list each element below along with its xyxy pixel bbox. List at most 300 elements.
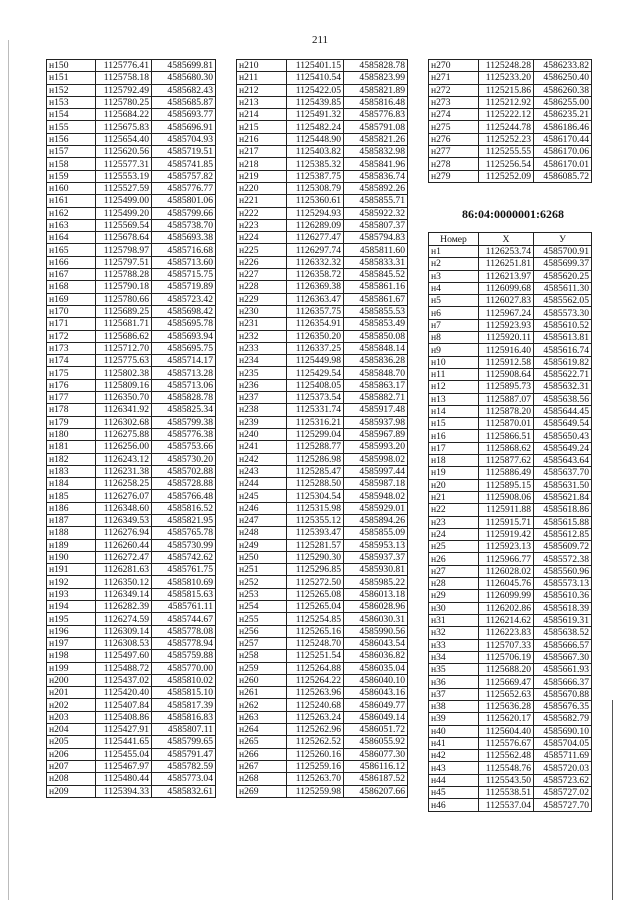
x-coordinate: 1126231.38: [96, 465, 152, 477]
point-id: н22: [429, 504, 479, 516]
point-id: н236: [237, 379, 287, 391]
point-id: н189: [47, 539, 96, 551]
point-id: н180: [47, 428, 96, 440]
point-id: н175: [47, 367, 96, 379]
point-id: н178: [47, 404, 96, 416]
table-row: [429, 307, 592, 319]
scan-edge-line: [8, 40, 9, 900]
table-row: [47, 330, 216, 342]
table-row: [237, 576, 408, 588]
point-id: н210: [237, 60, 287, 72]
table-header-row: [429, 233, 592, 246]
table-row: [237, 146, 408, 158]
point-id: н205: [47, 736, 96, 748]
y-coordinate: 4585716.68: [152, 244, 216, 256]
table-row: [237, 281, 408, 293]
x-coordinate: 1126256.00: [96, 441, 152, 453]
point-id: н209: [47, 785, 96, 797]
y-coordinate: 4585816.52: [152, 502, 216, 514]
y-coordinate: 4585573.30: [534, 307, 592, 319]
y-coordinate: 4585666.37: [534, 676, 592, 688]
x-coordinate: 1125290.30: [287, 551, 344, 563]
x-coordinate: 1125684.22: [96, 109, 152, 121]
point-id: н221: [237, 195, 287, 207]
y-coordinate: 4585573.13: [534, 578, 592, 590]
point-id: н203: [47, 711, 96, 723]
point-id: н196: [47, 625, 96, 637]
y-coordinate: 4585821.95: [152, 514, 216, 526]
y-coordinate: 4585753.66: [152, 441, 216, 453]
point-id: н231: [237, 318, 287, 330]
x-coordinate: 1125758.18: [96, 72, 152, 84]
table-row: [429, 491, 592, 503]
point-id: н185: [47, 490, 96, 502]
x-coordinate: 1125577.31: [96, 158, 152, 170]
y-coordinate: 4585761.11: [152, 601, 216, 613]
y-coordinate: 4585730.20: [152, 453, 216, 465]
y-coordinate: 4585738.70: [152, 219, 216, 231]
point-id: н263: [237, 711, 287, 723]
y-coordinate: 4585632.31: [534, 381, 592, 393]
table-row: [47, 588, 216, 600]
y-coordinate: 4585615.88: [534, 516, 592, 528]
x-coordinate: 1125967.24: [479, 307, 534, 319]
y-coordinate: 4585815.63: [152, 588, 216, 600]
table-row: [237, 662, 408, 674]
point-id: н11: [429, 368, 479, 380]
table-row: [47, 773, 216, 785]
point-id: н218: [237, 158, 287, 170]
point-id: н29: [429, 590, 479, 602]
x-coordinate: 1125355.12: [287, 514, 344, 526]
x-coordinate: 1126253.74: [479, 246, 534, 258]
y-coordinate: 4585882.71: [344, 392, 408, 404]
point-id: н1: [429, 246, 479, 258]
x-coordinate: 1125215.86: [479, 84, 534, 96]
point-id: н206: [47, 748, 96, 760]
y-coordinate: 4585892.26: [344, 182, 408, 194]
y-coordinate: 4585742.62: [152, 551, 216, 563]
x-coordinate: 1125265.16: [287, 625, 344, 637]
table-row: [47, 170, 216, 182]
point-id: н150: [47, 60, 96, 72]
point-id: н17: [429, 442, 479, 454]
table-row: [47, 318, 216, 330]
x-coordinate: 1125688.20: [479, 664, 534, 676]
point-id: н199: [47, 662, 96, 674]
y-coordinate: 4585744.67: [152, 613, 216, 625]
y-coordinate: 4586077.30: [344, 748, 408, 760]
x-coordinate: 1126354.91: [287, 318, 344, 330]
x-coordinate: 1125780.25: [96, 96, 152, 108]
x-coordinate: 1125394.33: [96, 785, 152, 797]
point-id: н247: [237, 514, 287, 526]
table-row: [47, 736, 216, 748]
y-coordinate: 4586030.31: [344, 613, 408, 625]
x-coordinate: 1126337.25: [287, 342, 344, 354]
scan-edge-line-right: [612, 700, 613, 900]
y-coordinate: 4585761.75: [152, 564, 216, 576]
point-id: н242: [237, 453, 287, 465]
table-row: [47, 527, 216, 539]
x-coordinate: 1125385.32: [287, 158, 344, 170]
y-coordinate: 4586186.46: [534, 121, 592, 133]
point-id: н39: [429, 713, 479, 725]
point-id: н217: [237, 146, 287, 158]
x-coordinate: 1126214.62: [479, 614, 534, 626]
y-coordinate: 4585948.02: [344, 490, 408, 502]
table-row: [237, 72, 408, 84]
point-id: н240: [237, 428, 287, 440]
point-id: н36: [429, 676, 479, 688]
table-row: [237, 330, 408, 342]
y-coordinate: 4585613.81: [534, 332, 592, 344]
point-id: н152: [47, 84, 96, 96]
y-coordinate: 4585778.94: [152, 637, 216, 649]
x-coordinate: 1125360.61: [287, 195, 344, 207]
table-row: [429, 246, 592, 258]
table-row: [429, 676, 592, 688]
point-id: н278: [429, 158, 479, 170]
x-coordinate: 1125780.66: [96, 293, 152, 305]
x-coordinate: 1125636.28: [479, 700, 534, 712]
point-id: н204: [47, 724, 96, 736]
y-coordinate: 4585728.88: [152, 478, 216, 490]
point-id: н12: [429, 381, 479, 393]
y-coordinate: 4585807.37: [344, 219, 408, 231]
x-coordinate: 1125895.15: [479, 479, 534, 491]
y-coordinate: 4585723.42: [152, 293, 216, 305]
y-coordinate: 4586260.38: [534, 84, 592, 96]
point-id: н194: [47, 601, 96, 613]
table-row: [429, 713, 592, 725]
table-row: [429, 319, 592, 331]
x-coordinate: 1125393.47: [287, 527, 344, 539]
point-id: н156: [47, 133, 96, 145]
x-coordinate: 1125868.62: [479, 442, 534, 454]
y-coordinate: 4585791.08: [344, 121, 408, 133]
y-coordinate: 4585841.96: [344, 158, 408, 170]
y-coordinate: 4585799.65: [152, 736, 216, 748]
table-row: [429, 774, 592, 786]
point-id: н182: [47, 453, 96, 465]
y-coordinate: 4585782.59: [152, 760, 216, 772]
table-row: [429, 158, 592, 170]
point-id: н270: [429, 60, 479, 72]
x-coordinate: 1125887.07: [479, 393, 534, 405]
x-coordinate: 1126350.70: [96, 392, 152, 404]
table-row: [47, 404, 216, 416]
y-coordinate: 4585836.28: [344, 355, 408, 367]
x-coordinate: 1125407.84: [96, 699, 152, 711]
x-coordinate: 1125915.71: [479, 516, 534, 528]
x-coordinate: 1125259.16: [287, 760, 344, 772]
point-id: н162: [47, 207, 96, 219]
table-row: [237, 428, 408, 440]
x-coordinate: 1125678.64: [96, 232, 152, 244]
table-row: [237, 748, 408, 760]
y-coordinate: 4585727.02: [534, 787, 592, 799]
y-coordinate: 4585713.06: [152, 379, 216, 391]
y-coordinate: 4585619.31: [534, 614, 592, 626]
x-coordinate: 1126276.07: [96, 490, 152, 502]
point-id: н243: [237, 465, 287, 477]
point-id: н248: [237, 527, 287, 539]
x-coordinate: 1126213.97: [479, 270, 534, 282]
point-id: н173: [47, 342, 96, 354]
y-coordinate: 4585828.78: [344, 60, 408, 72]
coordinates-table-3: [428, 59, 592, 183]
point-id: н171: [47, 318, 96, 330]
point-id: н277: [429, 146, 479, 158]
point-id: н229: [237, 293, 287, 305]
table-row: [47, 96, 216, 108]
table-row: [429, 295, 592, 307]
table-row: [429, 442, 592, 454]
point-id: н3: [429, 270, 479, 282]
table-row: [47, 674, 216, 686]
y-coordinate: 4585619.82: [534, 356, 592, 368]
y-coordinate: 4586036.82: [344, 650, 408, 662]
x-coordinate: 1125620.56: [96, 146, 152, 158]
x-coordinate: 1125212.92: [479, 96, 534, 108]
y-coordinate: 4585693.38: [152, 232, 216, 244]
y-coordinate: 4586170.01: [534, 158, 592, 170]
y-coordinate: 4586250.40: [534, 72, 592, 84]
y-coordinate: 4585855.71: [344, 195, 408, 207]
point-id: н228: [237, 281, 287, 293]
point-id: н190: [47, 551, 96, 563]
table-row: [429, 799, 592, 811]
x-coordinate: 1126308.53: [96, 637, 152, 649]
x-coordinate: 1126275.88: [96, 428, 152, 440]
y-coordinate: 4585616.74: [534, 344, 592, 356]
x-coordinate: 1125482.24: [287, 121, 344, 133]
table-row: [47, 478, 216, 490]
x-coordinate: 1125288.77: [287, 441, 344, 453]
point-id: н201: [47, 687, 96, 699]
x-coordinate: 1125923.93: [479, 319, 534, 331]
x-coordinate: 1126260.44: [96, 539, 152, 551]
y-coordinate: 4586040.10: [344, 674, 408, 686]
x-coordinate: 1125252.09: [479, 170, 534, 182]
point-id: н37: [429, 688, 479, 700]
point-id: н216: [237, 133, 287, 145]
y-coordinate: 4585998.02: [344, 453, 408, 465]
x-coordinate: 1125499.00: [96, 195, 152, 207]
table-row: [429, 332, 592, 344]
point-id: н151: [47, 72, 96, 84]
table-row: [237, 773, 408, 785]
x-coordinate: 1125797.51: [96, 256, 152, 268]
point-id: н266: [237, 748, 287, 760]
point-id: н227: [237, 269, 287, 281]
table-row: [237, 109, 408, 121]
table-row: [237, 613, 408, 625]
point-id: н259: [237, 662, 287, 674]
x-coordinate: 1126282.39: [96, 601, 152, 613]
x-coordinate: 1125403.82: [287, 146, 344, 158]
table-row: [237, 637, 408, 649]
y-coordinate: 4585766.48: [152, 490, 216, 502]
x-coordinate: 1126332.32: [287, 256, 344, 268]
table-row: [47, 342, 216, 354]
point-id: н222: [237, 207, 287, 219]
y-coordinate: 4585810.69: [152, 576, 216, 588]
table-row: [47, 760, 216, 772]
y-coordinate: 4585618.39: [534, 602, 592, 614]
table-row: [47, 109, 216, 121]
x-coordinate: 1125548.76: [479, 762, 534, 774]
y-coordinate: 4585666.57: [534, 639, 592, 651]
point-id: н257: [237, 637, 287, 649]
x-coordinate: 1125689.25: [96, 305, 152, 317]
x-coordinate: 1125870.01: [479, 418, 534, 430]
point-id: н193: [47, 588, 96, 600]
point-id: н187: [47, 514, 96, 526]
x-coordinate: 1126357.75: [287, 305, 344, 317]
point-id: н44: [429, 774, 479, 786]
table-row: [429, 344, 592, 356]
x-coordinate: 1125272.50: [287, 576, 344, 588]
point-id: н215: [237, 121, 287, 133]
table-row: [429, 418, 592, 430]
y-coordinate: 4585765.78: [152, 527, 216, 539]
table-row: [237, 736, 408, 748]
table-row: [429, 516, 592, 528]
table-row: [237, 207, 408, 219]
y-coordinate: 4586233.82: [534, 60, 592, 72]
point-id: н26: [429, 553, 479, 565]
table-row: [429, 725, 592, 737]
x-coordinate: 1125263.24: [287, 711, 344, 723]
table-row: [237, 269, 408, 281]
y-coordinate: 4585644.45: [534, 405, 592, 417]
y-coordinate: 4585853.49: [344, 318, 408, 330]
x-coordinate: 1126281.63: [96, 564, 152, 576]
point-id: н241: [237, 441, 287, 453]
y-coordinate: 4585695.75: [152, 342, 216, 354]
y-coordinate: 4586170.44: [534, 133, 592, 145]
y-coordinate: 4585685.87: [152, 96, 216, 108]
table-row: [237, 60, 408, 72]
y-coordinate: 4585612.85: [534, 528, 592, 540]
x-coordinate: 1125259.98: [287, 785, 344, 797]
y-coordinate: 4586085.72: [534, 170, 592, 182]
table-row: [47, 305, 216, 317]
y-coordinate: 4585618.86: [534, 504, 592, 516]
table-row: [429, 133, 592, 145]
x-coordinate: 1125429.54: [287, 367, 344, 379]
x-coordinate: 1125264.88: [287, 662, 344, 674]
y-coordinate: 4585917.48: [344, 404, 408, 416]
y-coordinate: 4585682.43: [152, 84, 216, 96]
point-id: н245: [237, 490, 287, 502]
point-id: н183: [47, 465, 96, 477]
point-id: н177: [47, 392, 96, 404]
table-row: [429, 455, 592, 467]
table-row: [237, 121, 408, 133]
y-coordinate: 4586116.12: [344, 760, 408, 772]
point-id: н157: [47, 146, 96, 158]
y-coordinate: 4585699.37: [534, 258, 592, 270]
point-id: н16: [429, 430, 479, 442]
x-coordinate: 1125296.85: [287, 564, 344, 576]
point-id: н184: [47, 478, 96, 490]
point-id: н235: [237, 367, 287, 379]
table-row: [429, 121, 592, 133]
y-coordinate: 4585799.38: [152, 416, 216, 428]
point-id: н164: [47, 232, 96, 244]
table-row: [47, 699, 216, 711]
table-row: [237, 588, 408, 600]
x-coordinate: 1126027.83: [479, 295, 534, 307]
x-coordinate: 1125441.65: [96, 736, 152, 748]
y-coordinate: 4585631.50: [534, 479, 592, 491]
header-y: У: [534, 233, 592, 246]
y-coordinate: 4585832.61: [152, 785, 216, 797]
table-row: [429, 146, 592, 158]
y-coordinate: 4585850.08: [344, 330, 408, 342]
y-coordinate: 4585773.04: [152, 773, 216, 785]
x-coordinate: 1125265.08: [287, 588, 344, 600]
y-coordinate: 4585757.82: [152, 170, 216, 182]
table-row: [429, 381, 592, 393]
x-coordinate: 1125686.62: [96, 330, 152, 342]
x-coordinate: 1125499.20: [96, 207, 152, 219]
point-id: н255: [237, 613, 287, 625]
x-coordinate: 1126223.83: [479, 627, 534, 639]
point-id: н155: [47, 121, 96, 133]
point-id: н239: [237, 416, 287, 428]
point-id: н213: [237, 96, 287, 108]
point-id: н8: [429, 332, 479, 344]
table-row: [429, 356, 592, 368]
point-id: н30: [429, 602, 479, 614]
point-id: н225: [237, 244, 287, 256]
x-coordinate: 1126341.92: [96, 404, 152, 416]
x-coordinate: 1126349.53: [96, 514, 152, 526]
point-id: н200: [47, 674, 96, 686]
point-id: н46: [429, 799, 479, 811]
point-id: н254: [237, 601, 287, 613]
table-row: [429, 541, 592, 553]
table-row: [429, 737, 592, 749]
table-row: [237, 724, 408, 736]
point-id: н23: [429, 516, 479, 528]
y-coordinate: 4585937.37: [344, 551, 408, 563]
point-id: н163: [47, 219, 96, 231]
x-coordinate: 1125252.23: [479, 133, 534, 145]
table-row: [47, 367, 216, 379]
point-id: н279: [429, 170, 479, 182]
y-coordinate: 4586055.92: [344, 736, 408, 748]
point-id: н233: [237, 342, 287, 354]
x-coordinate: 1125966.77: [479, 553, 534, 565]
y-coordinate: 4586049.77: [344, 699, 408, 711]
x-coordinate: 1125401.15: [287, 60, 344, 72]
table-row: [47, 687, 216, 699]
x-coordinate: 1125553.19: [96, 170, 152, 182]
point-id: н260: [237, 674, 287, 686]
x-coordinate: 1126302.68: [96, 416, 152, 428]
y-coordinate: 4585621.84: [534, 491, 592, 503]
x-coordinate: 1126276.94: [96, 527, 152, 539]
x-coordinate: 1125569.54: [96, 219, 152, 231]
x-coordinate: 1126350.20: [287, 330, 344, 342]
y-coordinate: 4585821.26: [344, 133, 408, 145]
table-row: [429, 258, 592, 270]
